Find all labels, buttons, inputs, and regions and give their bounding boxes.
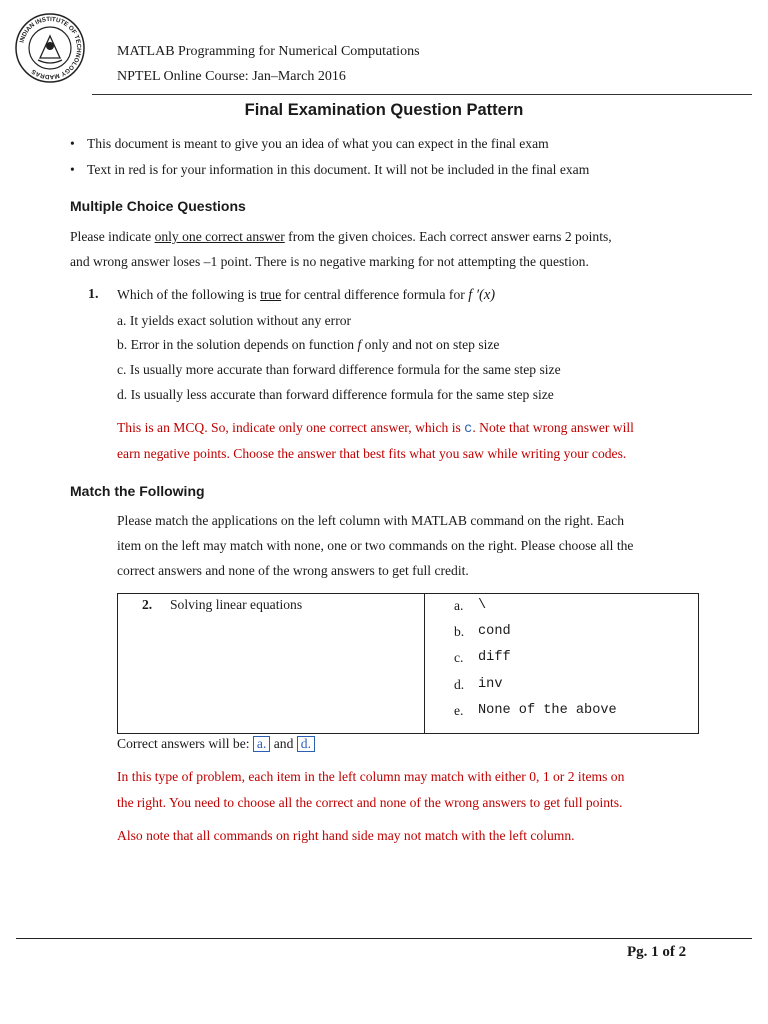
correct-answers-line bbox=[117, 736, 315, 752]
match-note-last: Also note that all commands on right hand side may not match with the left column. bbox=[117, 828, 575, 843]
match-note-line: In this type of problem, each item in the left column may match with either 0, 1 or 2 items on bbox=[117, 769, 625, 784]
question-text-part: Which of the following is bbox=[117, 287, 261, 302]
mcq-heading: Multiple Choice Questions bbox=[70, 198, 246, 214]
bullet-icon: • bbox=[70, 136, 75, 151]
match-intro-line: item on the left may match with none, one or two commands on the right. Please choose all the bbox=[117, 538, 634, 553]
match-option-value: diff bbox=[478, 650, 511, 665]
course-title: MATLAB Programming for Numerical Computations bbox=[117, 44, 420, 59]
page-number: Pg. 1 of 2 bbox=[627, 944, 687, 960]
question-math: f ′(x) bbox=[468, 287, 496, 303]
bullet-icon: • bbox=[70, 162, 75, 177]
bullet-text: This document is meant to give you an idea of what you can expect in the final exam bbox=[87, 136, 549, 151]
match-option-value: inv bbox=[478, 677, 503, 692]
header-divider bbox=[92, 94, 752, 95]
mcq-note-line2: earn negative points. Choose the answer that best fits what you saw while writing your codes. bbox=[117, 446, 627, 461]
correct-answers-label: Correct answers will be: bbox=[117, 736, 253, 751]
match-question-text: Solving linear equations bbox=[170, 597, 303, 612]
match-option-letter: b. bbox=[454, 624, 465, 639]
match-table-divider bbox=[424, 593, 425, 734]
match-intro-line: correct answers and none of the wrong answers to get full credit. bbox=[117, 563, 469, 578]
mcq-intro-line2: and wrong answer loses –1 point. There is no negative marking for not attempting the question. bbox=[70, 254, 589, 269]
option-b-text: only and not on step size bbox=[361, 337, 500, 352]
answer-box: d. bbox=[297, 736, 315, 752]
bullet-text: Text in red is for your information in this document. It will not be included in the final exam bbox=[87, 162, 590, 177]
option-b-text: b. Error in the solution depends on function bbox=[117, 337, 358, 352]
mcq-note-answer: c bbox=[464, 422, 473, 437]
match-note-line: the right. You need to choose all the correct and none of the wrong answers to get full points. bbox=[117, 795, 623, 810]
option-c: c. Is usually more accurate than forward difference formula for the same step size bbox=[117, 362, 561, 377]
document-title: Final Examination Question Pattern bbox=[244, 101, 524, 119]
option-d: d. Is usually less accurate than forward difference formula for the same step size bbox=[117, 387, 554, 402]
mcq-note-text: This is an MCQ. So, indicate only one correct answer, which is bbox=[117, 420, 465, 435]
question-text-part: for central difference formula for bbox=[281, 287, 469, 302]
mcq-note-text: . Note that wrong answer will bbox=[472, 420, 634, 435]
answer-box: a. bbox=[253, 736, 270, 752]
match-intro-line: Please match the applications on the left column with MATLAB command on the right. Each bbox=[117, 513, 625, 528]
option-a: a. It yields exact solution without any error bbox=[117, 313, 352, 328]
match-option-letter: d. bbox=[454, 677, 465, 692]
question-emphasis: true bbox=[260, 287, 282, 302]
match-option-letter: e. bbox=[454, 703, 464, 718]
match-option-letter: a. bbox=[454, 598, 464, 613]
question-text bbox=[117, 287, 495, 304]
mcq-intro-text: from the given choices. Each correct answer earns 2 points, bbox=[284, 229, 612, 244]
question-number: 1. bbox=[88, 287, 99, 302]
match-option-value: None of the above bbox=[478, 703, 617, 718]
match-heading: Match the Following bbox=[70, 483, 205, 499]
mcq-intro-emphasis: only one correct answer bbox=[154, 229, 285, 244]
iit-madras-logo bbox=[14, 12, 86, 84]
mcq-intro-text: Please indicate bbox=[70, 229, 155, 244]
mcq-intro-line1 bbox=[70, 229, 612, 245]
bullet-item bbox=[70, 162, 589, 178]
answer-conjunction: and bbox=[270, 736, 297, 751]
svg-text:INDIAN INSTITUTE OF TECHNOLOGY: INDIAN INSTITUTE OF TECHNOLOGY MADRAS bbox=[18, 15, 83, 81]
question-number: 2. bbox=[142, 597, 153, 612]
match-option-value: \ bbox=[478, 598, 487, 613]
footer-divider bbox=[16, 938, 752, 939]
match-option-letter: c. bbox=[454, 650, 464, 665]
option-b bbox=[117, 337, 499, 353]
mcq-note-line1 bbox=[117, 420, 634, 437]
match-option-value: cond bbox=[478, 624, 511, 639]
bullet-item bbox=[70, 136, 549, 152]
course-subtitle: NPTEL Online Course: Jan–March 2016 bbox=[117, 69, 346, 84]
option-b-math: f bbox=[357, 337, 362, 352]
